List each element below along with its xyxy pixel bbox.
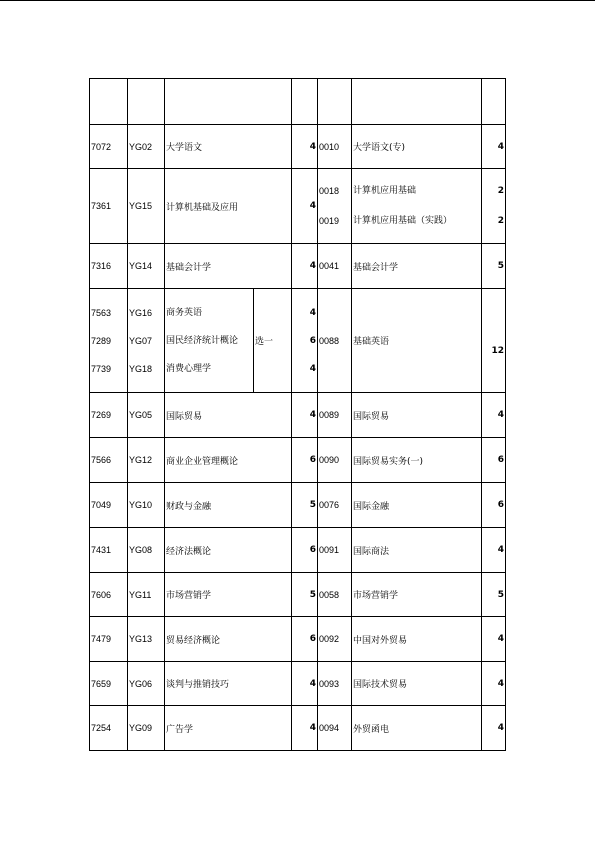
course-credits: 5 <box>292 573 318 617</box>
course-credits: 4 <box>292 706 318 751</box>
course-name: 商业企业管理概论 <box>165 438 292 483</box>
ref-course-code: 0094 <box>318 706 352 751</box>
elective-course-id: YG18 <box>129 363 153 374</box>
top-border-line <box>0 0 595 1</box>
ref-course-code: 0058 <box>318 573 352 617</box>
ref-course-name: 中国对外贸易 <box>352 617 482 662</box>
course-id: YG15 <box>128 169 165 244</box>
course-credits: 4 <box>292 125 318 169</box>
header-cell <box>128 79 165 125</box>
course-code: 7431 <box>90 528 128 573</box>
ref-course-code: 0091 <box>318 528 352 573</box>
ref-course-name: 基础英语 <box>352 289 482 393</box>
course-code: 7316 <box>90 244 128 289</box>
ref-course-credits: 5 <box>482 573 506 617</box>
elective-credits: 4 <box>309 363 316 374</box>
course-name: 计算机基础及应用 <box>165 169 292 244</box>
elective-code: 7563 <box>91 307 112 318</box>
course-id: YG10 <box>128 483 165 528</box>
ref-course-credits: 4 <box>482 528 506 573</box>
course-name: 大学语文 <box>165 125 292 169</box>
table-row <box>90 662 506 706</box>
table-row <box>90 393 506 438</box>
course-id: YG11 <box>128 573 165 617</box>
course-name: 基础会计学 <box>165 244 292 289</box>
ref-course-code: 0092 <box>318 617 352 662</box>
course-id: YG14 <box>128 244 165 289</box>
ref-course-credits: 6 <box>482 438 506 483</box>
course-name: 贸易经济概论 <box>165 617 292 662</box>
ref-course-credits: 4 <box>482 125 506 169</box>
ref-course-code: 0088 <box>318 289 352 393</box>
ref-course-code-b: 0019 <box>319 216 340 226</box>
ref-course-name: 国际贸易实务(一) <box>352 438 482 483</box>
elective-note: 选一 <box>254 289 292 393</box>
course-name: 谈判与推销技巧 <box>165 662 292 706</box>
table-row <box>90 244 506 289</box>
elective-course-name: 消费心理学 <box>166 363 212 374</box>
course-name: 广告学 <box>165 706 292 751</box>
table-row <box>90 528 506 573</box>
table-row <box>90 125 506 169</box>
elective-credits: 4 <box>309 307 316 318</box>
course-id: YG13 <box>128 617 165 662</box>
ref-course-name: 基础会计学 <box>352 244 482 289</box>
course-name: 市场营销学 <box>165 573 292 617</box>
course-id: YG06 <box>128 662 165 706</box>
course-credits: 4 <box>292 393 318 438</box>
elective-course-name: 国民经济统计概论 <box>166 335 239 346</box>
table-row <box>90 483 506 528</box>
course-name: 国际贸易 <box>165 393 292 438</box>
ref-course-code <box>318 169 352 244</box>
course-credits: 4 <box>292 169 318 244</box>
course-id <box>128 289 165 393</box>
course-id: YG08 <box>128 528 165 573</box>
course-code <box>90 289 128 393</box>
course-credits <box>292 289 318 393</box>
course-code: 7479 <box>90 617 128 662</box>
ref-course-name: 国际商法 <box>352 528 482 573</box>
header-cell <box>352 79 482 125</box>
course-credits: 6 <box>292 528 318 573</box>
course-id: YG12 <box>128 438 165 483</box>
course-name: 经济法概论 <box>165 528 292 573</box>
ref-course-code: 0090 <box>318 438 352 483</box>
ref-course-credits: 4 <box>482 706 506 751</box>
ref-course-credits-b: 2 <box>497 216 504 226</box>
table-row <box>90 617 506 662</box>
header-cell <box>482 79 506 125</box>
elective-code: 7739 <box>91 363 112 374</box>
ref-course-credits-a: 2 <box>497 186 504 196</box>
ref-course-credits: 4 <box>482 662 506 706</box>
ref-course-credits: 5 <box>482 244 506 289</box>
elective-course-id: YG07 <box>129 335 153 346</box>
ref-course-credits: 12 <box>482 289 506 393</box>
course-id: YG09 <box>128 706 165 751</box>
course-credits: 6 <box>292 617 318 662</box>
course-code: 7254 <box>90 706 128 751</box>
course-credits: 4 <box>292 244 318 289</box>
header-cell <box>292 79 318 125</box>
ref-course-name: 大学语文(专) <box>352 125 482 169</box>
ref-course-code: 0041 <box>318 244 352 289</box>
header-cell <box>165 79 292 125</box>
course-code: 7049 <box>90 483 128 528</box>
table-row <box>90 289 506 393</box>
course-id: YG02 <box>128 125 165 169</box>
ref-course-code: 0010 <box>318 125 352 169</box>
ref-course-code: 0093 <box>318 662 352 706</box>
ref-course-credits: 4 <box>482 617 506 662</box>
ref-course-name <box>352 169 482 244</box>
course-code: 7269 <box>90 393 128 438</box>
course-credits: 4 <box>292 662 318 706</box>
course-credits: 5 <box>292 483 318 528</box>
ref-course-name: 国际技术贸易 <box>352 662 482 706</box>
course-code: 7361 <box>90 169 128 244</box>
course-code: 7606 <box>90 573 128 617</box>
ref-course-credits: 6 <box>482 483 506 528</box>
header-cell <box>318 79 352 125</box>
course-credits: 6 <box>292 438 318 483</box>
ref-course-name: 市场营销学 <box>352 573 482 617</box>
elective-code: 7289 <box>91 335 112 346</box>
table-row <box>90 706 506 751</box>
elective-credits: 6 <box>309 335 316 346</box>
table-row <box>90 438 506 483</box>
ref-course-code-a: 0018 <box>319 186 340 196</box>
ref-course-code: 0076 <box>318 483 352 528</box>
table-row <box>90 169 506 244</box>
course-code: 7072 <box>90 125 128 169</box>
course-table <box>89 78 506 751</box>
table-row <box>90 573 506 617</box>
ref-course-name: 国际贸易 <box>352 393 482 438</box>
ref-course-credits: 4 <box>482 393 506 438</box>
course-code: 7566 <box>90 438 128 483</box>
ref-course-name-b: 计算机应用基础（实践） <box>353 216 453 226</box>
ref-course-code: 0089 <box>318 393 352 438</box>
elective-course-name: 商务英语 <box>166 307 203 318</box>
ref-course-name-a: 计算机应用基础 <box>353 186 417 196</box>
course-code: 7659 <box>90 662 128 706</box>
course-id: YG05 <box>128 393 165 438</box>
ref-course-name: 外贸函电 <box>352 706 482 751</box>
header-cell <box>90 79 128 125</box>
header-row <box>90 79 506 125</box>
ref-course-name: 国际金融 <box>352 483 482 528</box>
elective-course-id: YG16 <box>129 307 153 318</box>
course-name <box>165 289 254 393</box>
course-name: 财政与金融 <box>165 483 292 528</box>
ref-course-credits <box>482 169 506 244</box>
